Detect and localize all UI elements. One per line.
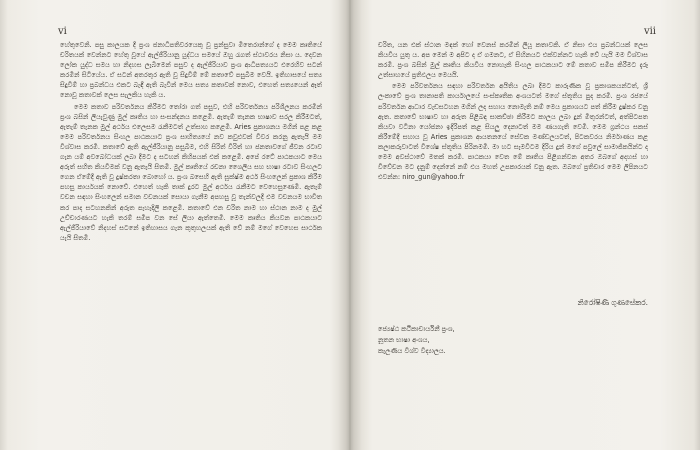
- address-line: ජ්‍යෙෂ්ඨ කථිකාචාර්යිනී ප්‍රංශ,: [378, 325, 455, 333]
- right-body-text: [378, 40, 648, 182]
- address-line: නූතන භාෂා අංශය,: [378, 336, 430, 344]
- author-signature: නිරෝෂිණී ගුණසේකර.: [577, 298, 648, 307]
- paragraph: මෙම කතාව පරිවර්තනය කිරීමට තෝරා ගත් පසුව, එහි පරිවර්තනය පරිශීලනය කරමින් ප්‍රංශ බසින් ලියැවුණු මුල් කෘතිය හා සංසන්දනය කළෙමි. ඇතැම් තැනක භාෂාව සරල කිරීමටත්, ඇතැම් තැනක මුල් අර්ථය එලෙසම රැකීමටත් උත්සාහ කළෙමි. Aries ප්‍රකාශනය මගින් පළ කළ මෙම පරිවර්තනය සිංහල පාඨකයාට ප්‍රංශ සාහිත්‍යයේ නව කවුළුවක් විවර කරනු ඇතැයි මම විශ්වාස කරමි. කතාවේ ඇති ඇල්ජීරියානු පසුබිම, එහි සිරිත් විරිත් හා ජනතාවගේ ජීවන රටාව ගැන යම් අවබෝධයක් ලබා දීමට ද සටහන් කිහිපයක් එක් කළෙමි. අපේ රටේ පාඨකයාට මෙය අරුත් සහිත කියවීමක් වනු ඇතැයි සිතමි. මුල් කෘතියේ රචනා ශෛලිය සහ භාෂා රටාව සිංහලට ගෙන ඒමේදී ඇති වූ දුෂ්කරතා බොහෝ ය. ප්‍රංශ බසෙහි ඇති සූක්ෂ්ම අර්ථ සිංහලෙන් ප්‍රකාශ කිරීම පහසු කාර්යයක් නොවේ. එහෙත් හැකි තාක් දුරට මුල් අර්ථය රැකීමට වෙහෙසුණෙමි. ඇතැම් වචන සඳහා සිංහලෙන් සමාන වචනයක් සොයා ගැනීම අපහසු වූ තැන්වලදී එම වචනයම භාවිත කර පාද සටහනකින් අරුත පැහැදිලි කළෙමි. කතාවේ එන චරිත නාම හා ස්ථාන නාම ද මුල් උච්චාරණයට හැකි තරම් සමීප වන සේ ලියා ඇත්තෙමි. මෙම කෘතිය කියවන පාඨකයාට ඇල්ජීරියාවේ නිදහස් සටනේ ඉතිහාසය ගැන කුතුහලයක් ඇති වේ නම් මගේ වෙහෙස සාර්ථක යැයි සිතමි.: [60, 102, 322, 242]
- author-address: [378, 324, 538, 357]
- page-number-left: vi: [58, 26, 67, 37]
- right-page: [350, 0, 700, 450]
- address-line: කැලණිය විශ්ව විද්‍යාලය.: [378, 347, 446, 355]
- book-gutter: [338, 0, 362, 450]
- paragraph: හේතුවෙනි. පසු කාලයක දී ප්‍රංශ ජනාධිපතිවරයෙකු වූ ප්‍රන්සුවා මිතෙරාන්ගේ ද මෙම කෘතියේ චරිතයක් වෙන්නට හේතු වූයේ ඇල්ජීරියානු යුද්ධය සමයේ ඔහු රැගත් ස්ථාවරය නිසා ය. දෙවන ලෝක යුද්ධ සමය හා නිදහස ලැබීමෙන් පසුව ද ඇල්ජීරියාව ප්‍රංශ ආධිපත්‍යයට එරෙහිව සටන් කරමින් සිටියේය. ඒ සටන් අතරතුර ඇති වූ සිදුවීම් මේ කතාවේ පසුබිම වෙයි. ඉතිහාසයේ සත්‍ය සිදුවීම් හා ප්‍රබන්ධය එකට බැඳී ඇති බැවින් මෙය සත්‍ය කතාවක් නොව, එහෙත් සත්‍යයෙන් ඈත් නොවූ කතාවක් ලෙස සැලකිය හැකි ය.: [60, 41, 322, 100]
- left-body-text: [60, 40, 322, 243]
- page-number-right: vii: [643, 26, 656, 37]
- paragraph: මෙම පරිවර්තනය සඳහා පරිවර්තන අයිතිය ලබා දීමට කාරුණික වූ ප්‍රකාශකයන්ටත්, ශ්‍රී ලංකාවේ ප්‍රංශ තානාපති කාර්යාලයේ සංස්කෘතික අංශයටත් මගේ ස්තූතිය පුද කරමි. ප්‍රංශ රජයේ පරිවර්තන ආධාර වැඩසටහන මගින් ලද සහාය නොමැති නම් මෙය ප්‍රකාශයට පත් කිරීම දුෂ්කර වනු ඇත. කතාවේ භාෂාව හා අරුත පිළිබඳ සාකච්ඡා කිරීමට කාලය ලබා දුන් මිතුරන්ටත්, අත්පිටපත කියවා වටිනා යෝජනා ඉදිරිපත් කළ සියලු දෙනාටත් මම ණයගැති වෙමි. මෙම ග්‍රන්ථය සකස් කිරීමේදී සහාය වූ Aries ප්‍රකාශන ආයතනයේ සේවක මණ්ඩලයටත්, පිටකවරය නිර්මාණය කළ කලාකරුවාටත් විශේෂ ස්තූතිය පිරිනමමි. මා හට සැමවිටම දිරිය දුන් මගේ පවුලේ සාමාජිකයින්ට ද මෙම අවස්ථාවේ මතක් කරමි. පාඨකයා වෙත මේ කෘතිය පිළිගන්වන අතර ඔබගේ අදහස් හා විවේචන මට දැනුම් දෙන්නේ නම් එය මහත් උපකාරයක් වනු ඇත. ඔබගේ ප්‍රතිචාර මෙම ලිපිනයට එවන්න: niro_gun@yahoo.fr: [378, 82, 648, 182]
- paragraph: චරිත, යන එක් ස්ථාන මඳක් හෝ වෙනස් කරමින් ලියූ කතාවකි. ඒ නිසා එය ප්‍රබන්ධයක් ලෙස කියවිය යුතු ය. අප මෙන් ම අපිට ද ඒ ගමනට, ඒ සිහිනයට එක්වන්නට හැකි වේ යැයි මම විශ්වාස කරමි. ප්‍රංශ බසින් මුල් කෘතිය කියවිය නොහැකි සිංහල පාඨකයාට මේ කතාව සමීප කිරීමට දැරූ උත්සාහයේ ප්‍රතිඵලය මෙයයි.: [378, 41, 648, 80]
